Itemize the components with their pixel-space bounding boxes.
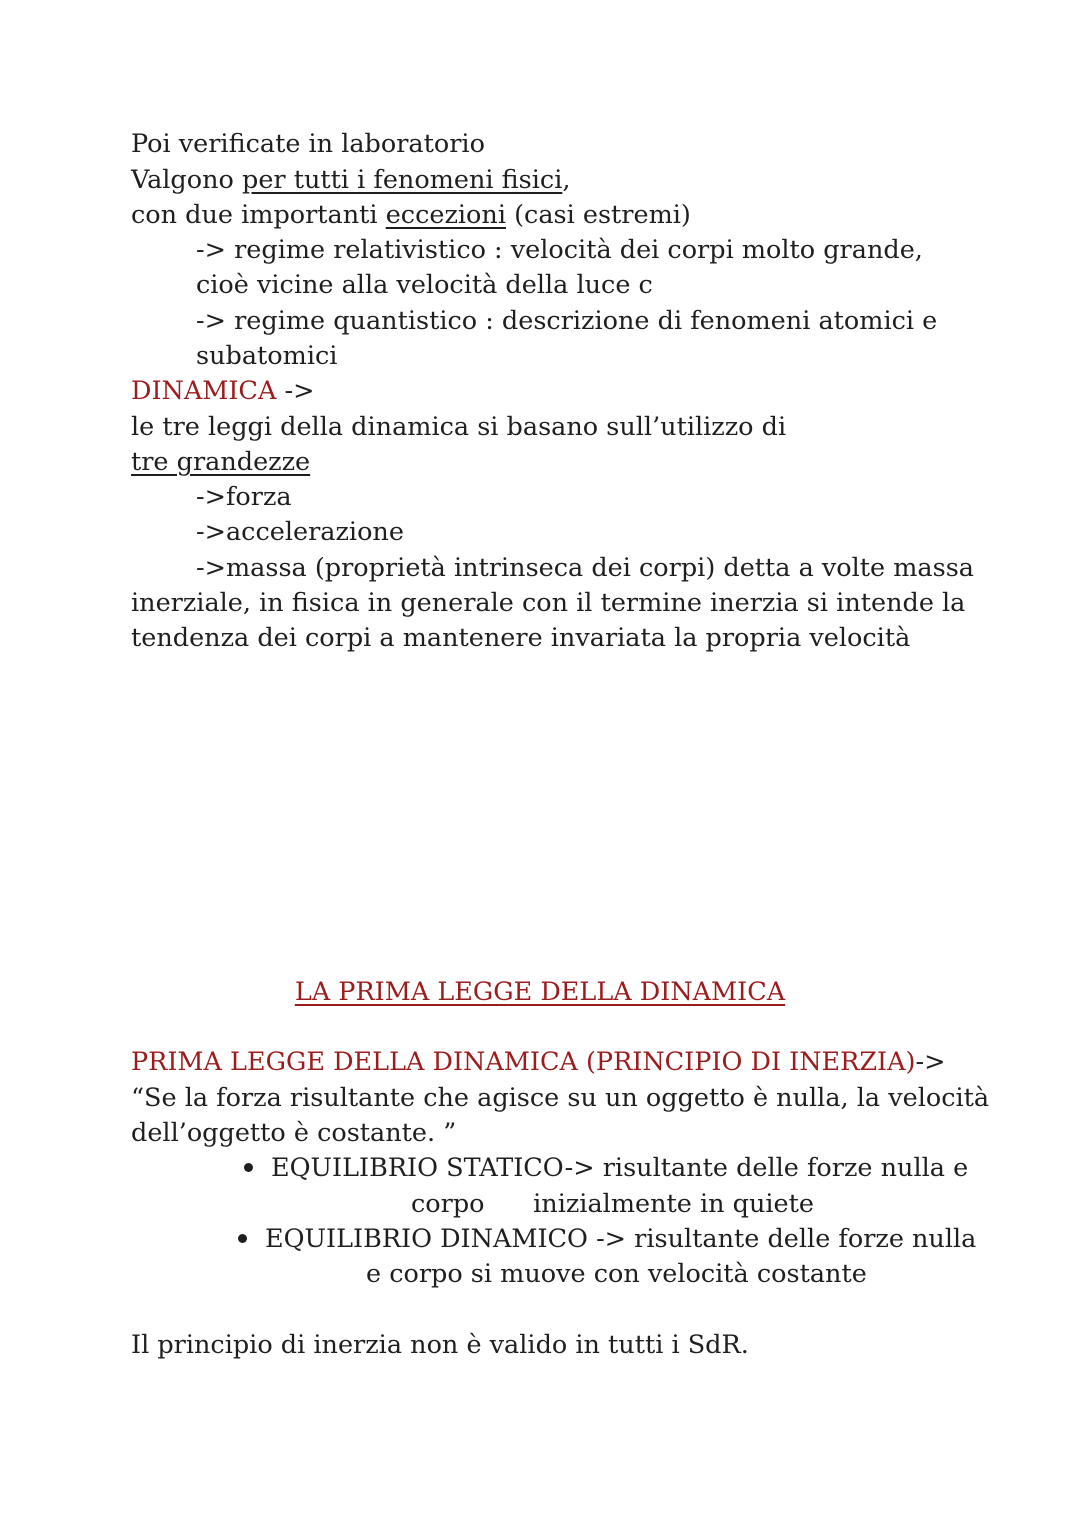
law-quote-1: “Se la forza risultante che agisce su un oggetto è nulla, la velocità: [131, 1083, 990, 1113]
bullet-1-line-b: corpo inizialmente in quiete: [411, 1189, 814, 1219]
bullet-1-line-a: EQUILIBRIO STATICO-> risultante delle forze nulla e: [271, 1153, 969, 1183]
law-heading: [131, 1045, 945, 1080]
closing-statement: Il principio di inerzia non è valido in tutti i SdR.: [131, 1330, 749, 1360]
bullet-dot-icon: [244, 1163, 253, 1172]
intro-line-3-post: (casi estremi): [505, 200, 691, 230]
dinamica-text-4: tendenza dei corpi a mantenere invariata la propria velocità: [131, 623, 911, 653]
exception-2-line-a: -> regime quantistico : descrizione di fenomeni atomici e: [196, 306, 938, 336]
dinamica-text-3: inerziale, in fisica in generale con il termine inerzia si intende la: [131, 588, 966, 618]
section-title: LA PRIMA LEGGE DELLA DINAMICA: [294, 977, 786, 1007]
grandezza-accelerazione: ->accelerazione: [196, 517, 404, 547]
intro-line-2-underlined: per tutti i fenomeni fisici: [242, 165, 563, 195]
bullet-2-line-b: e corpo si muove con velocità costante: [366, 1259, 867, 1289]
dinamica-text-2: [131, 445, 310, 480]
bullet-equilibrio-dinamico: [238, 1222, 976, 1257]
exception-2-line-b: subatomici: [196, 341, 338, 371]
law-heading-arrow: ->: [915, 1047, 946, 1077]
grandezza-forza: ->forza: [196, 482, 292, 512]
law-quote-2: dell’oggetto è costante. ”: [131, 1118, 457, 1148]
intro-line-3-pre: con due importanti: [131, 200, 386, 230]
bullet-dot-icon: [238, 1234, 247, 1243]
intro-line-3-underlined: eccezioni: [385, 200, 506, 230]
exception-1-line-a: -> regime relativistico : velocità dei corpi molto grande,: [196, 235, 923, 265]
dinamica-heading-arrow: ->: [276, 376, 315, 406]
bullet-equilibrio-statico: [244, 1151, 968, 1186]
bullet-2-line-a: EQUILIBRIO DINAMICO -> risultante delle forze nulla: [265, 1224, 977, 1254]
dinamica-heading: [131, 374, 314, 409]
exception-1-line-b: cioè vicine alla velocità della luce c: [196, 270, 653, 300]
dinamica-heading-text: DINAMICA: [131, 376, 277, 406]
dinamica-text-1: le tre leggi della dinamica si basano sull’utilizzo di: [131, 412, 787, 442]
dinamica-text-2-underlined: tre grandezze: [131, 447, 311, 477]
intro-line-2-pre: Valgono: [131, 165, 242, 195]
intro-line-1: Poi verificate in laboratorio: [131, 129, 485, 159]
grandezza-massa: ->massa (proprietà intrinseca dei corpi) detta a volte massa: [196, 553, 975, 583]
intro-line-2: [131, 163, 570, 198]
intro-line-2-post: ,: [562, 165, 571, 195]
law-heading-text: PRIMA LEGGE DELLA DINAMICA (PRINCIPIO DI INERZIA): [131, 1047, 916, 1077]
intro-line-3: [131, 198, 691, 233]
